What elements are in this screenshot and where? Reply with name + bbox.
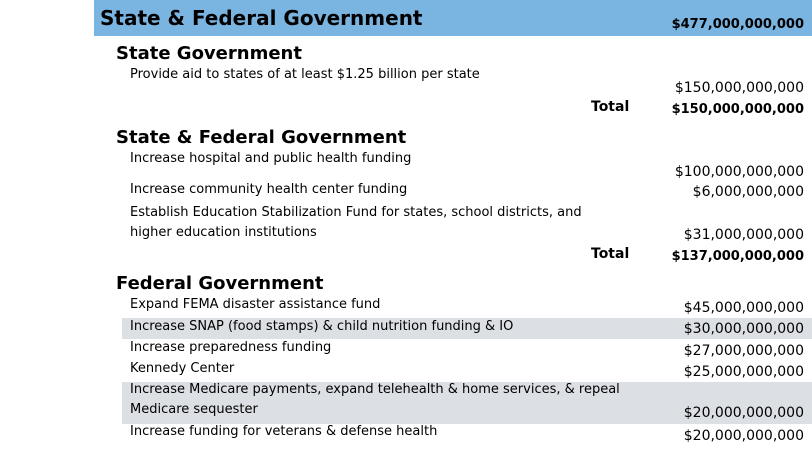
section-title-state-federal: State & Federal Government: [116, 127, 407, 148]
line-item-amount: $20,000,000,000: [683, 428, 804, 444]
total-label: Total: [591, 246, 630, 262]
line-item-amount: $25,000,000,000: [683, 364, 804, 380]
line-item-text: Increase hospital and public health funding: [130, 151, 412, 166]
section-total-amount: $150,000,000,000: [671, 102, 804, 117]
line-item-text: Increase community health center funding: [130, 182, 408, 197]
line-item-amount: $27,000,000,000: [683, 343, 804, 359]
line-item-amount: $100,000,000,000: [674, 164, 804, 180]
section-title-federal: Federal Government: [116, 273, 324, 294]
total-label: Total: [591, 99, 630, 115]
grand-total-amount: $477,000,000,000: [671, 17, 804, 32]
page-title: State & Federal Government: [100, 6, 423, 30]
line-item-amount: $45,000,000,000: [683, 300, 804, 316]
line-item-amount: $20,000,000,000: [683, 405, 804, 421]
line-item-amount: $6,000,000,000: [692, 184, 804, 200]
line-item-text: Kennedy Center: [130, 361, 235, 376]
line-item-text: Increase SNAP (food stamps) & child nutrition funding & IO: [130, 319, 514, 334]
line-item-text: Provide aid to states of at least $1.25 billion per state: [130, 67, 480, 82]
line-item-text: Increase funding for veterans & defense health: [130, 424, 438, 439]
line-item-amount: $150,000,000,000: [674, 80, 804, 96]
line-item-text: Increase Medicare payments, expand telehealth & home services, & repeal Medicare sequester: [130, 382, 620, 417]
line-item-text: Expand FEMA disaster assistance fund: [130, 297, 381, 312]
section-title-state: State Government: [116, 43, 302, 64]
line-item-amount: $30,000,000,000: [683, 321, 804, 337]
section-total-amount: $137,000,000,000: [671, 249, 804, 264]
line-item-text: Establish Education Stabilization Fund for states, school districts, and higher education institutions: [130, 205, 582, 240]
line-item-amount: $31,000,000,000: [683, 227, 804, 243]
line-item-text: Increase preparedness funding: [130, 340, 332, 355]
